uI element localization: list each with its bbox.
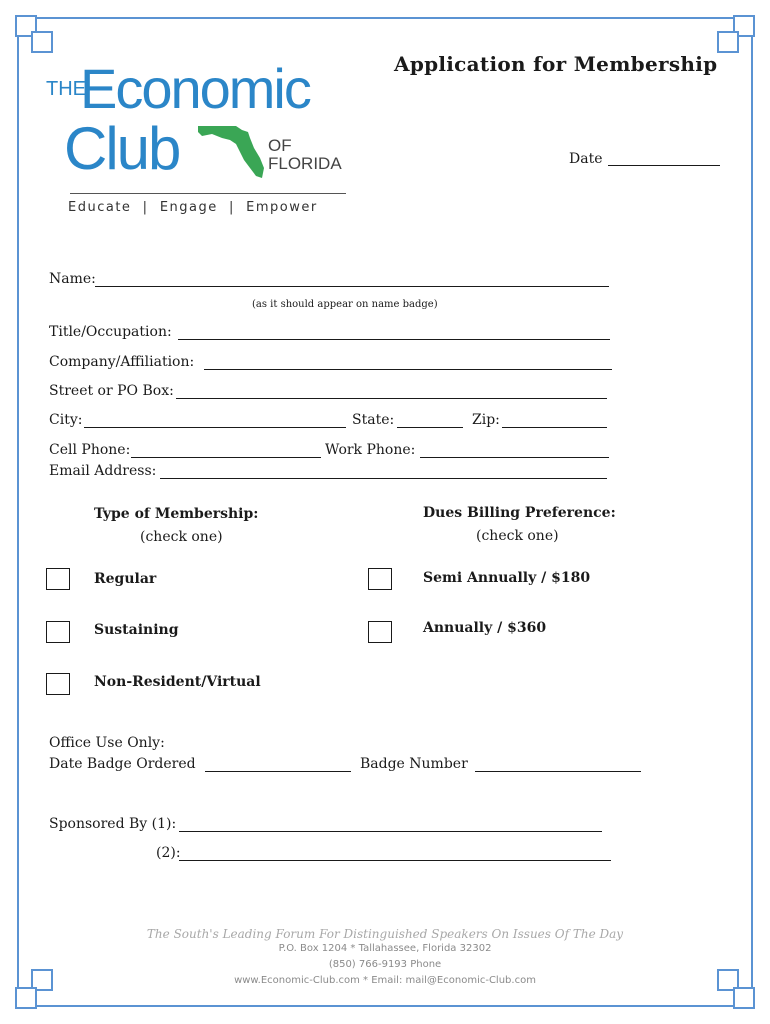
cell-phone-field[interactable] — [131, 442, 321, 458]
state-label: State: — [352, 412, 395, 428]
city-label: City: — [49, 412, 83, 428]
logo-club: Club — [64, 115, 180, 182]
sponsor-1-label: Sponsored By (1): — [49, 816, 177, 832]
membership-check-one: (check one) — [140, 529, 223, 545]
footer-address: P.O. Box 1204 * Tallahassee, Florida 32302 — [278, 943, 492, 954]
footer-web-email: www.Economic-Club.com * Email: mail@Economic-Club.com — [234, 975, 536, 986]
street-label: Street or PO Box: — [49, 383, 174, 399]
logo-divider — [70, 193, 346, 194]
badge-number-field[interactable] — [475, 756, 641, 772]
regular-label: Regular — [94, 571, 157, 587]
page-title: Application for Membership — [394, 52, 718, 76]
semi-annually-label: Semi Annually / $180 — [423, 570, 591, 586]
sponsor-1-field[interactable] — [179, 816, 602, 832]
corner-ornament-top-left — [15, 15, 55, 55]
name-label: Name: — [49, 271, 96, 287]
billing-check-one: (check one) — [476, 528, 559, 544]
corner-ornament-top-right — [715, 15, 755, 55]
logo-economic: Economic — [80, 57, 310, 120]
economic-club-logo — [44, 58, 364, 228]
logo-of: OF — [268, 136, 292, 155]
city-field[interactable] — [84, 412, 346, 428]
street-field[interactable] — [176, 383, 607, 399]
state-field[interactable] — [397, 412, 463, 428]
logo-tagline: Educate | Engage | Empower — [68, 200, 318, 215]
name-hint: (as it should appear on name badge) — [252, 299, 438, 310]
badge-ordered-field[interactable] — [205, 756, 351, 772]
logo-florida: FLORIDA — [268, 154, 342, 173]
florida-map-icon — [196, 122, 268, 180]
title-occupation-label: Title/Occupation: — [49, 324, 172, 340]
zip-field[interactable] — [502, 412, 607, 428]
sponsor-2-field[interactable] — [179, 845, 611, 861]
office-use-heading: Office Use Only: — [49, 735, 165, 751]
billing-preference-heading: Dues Billing Preference: — [423, 505, 616, 521]
regular-checkbox[interactable] — [46, 568, 70, 590]
semi-annually-checkbox[interactable] — [368, 568, 392, 590]
sustaining-label: Sustaining — [94, 622, 179, 638]
company-field[interactable] — [204, 354, 612, 370]
annually-checkbox[interactable] — [368, 621, 392, 643]
sponsor-2-label: (2): — [156, 845, 181, 861]
title-occupation-field[interactable] — [178, 324, 610, 340]
company-label: Company/Affiliation: — [49, 354, 195, 370]
sustaining-checkbox[interactable] — [46, 621, 70, 643]
badge-number-label: Badge Number — [360, 756, 468, 772]
non-resident-label: Non-Resident/Virtual — [94, 674, 261, 690]
date-field[interactable] — [608, 150, 720, 166]
email-label: Email Address: — [49, 463, 157, 479]
work-phone-label: Work Phone: — [325, 442, 416, 458]
footer-tagline: The South's Leading Forum For Distinguished Speakers On Issues Of The Day — [146, 927, 624, 941]
zip-label: Zip: — [472, 412, 500, 428]
email-field[interactable] — [160, 463, 607, 479]
name-field[interactable] — [95, 271, 609, 287]
annually-label: Annually / $360 — [423, 620, 547, 636]
membership-type-heading: Type of Membership: — [94, 506, 259, 522]
work-phone-field[interactable] — [420, 442, 609, 458]
logo-the: THE — [46, 78, 86, 100]
cell-phone-label: Cell Phone: — [49, 442, 131, 458]
footer-phone: (850) 766-9193 Phone — [328, 959, 442, 970]
date-label: Date — [569, 151, 603, 167]
non-resident-checkbox[interactable] — [46, 673, 70, 695]
badge-ordered-label: Date Badge Ordered — [49, 756, 196, 772]
